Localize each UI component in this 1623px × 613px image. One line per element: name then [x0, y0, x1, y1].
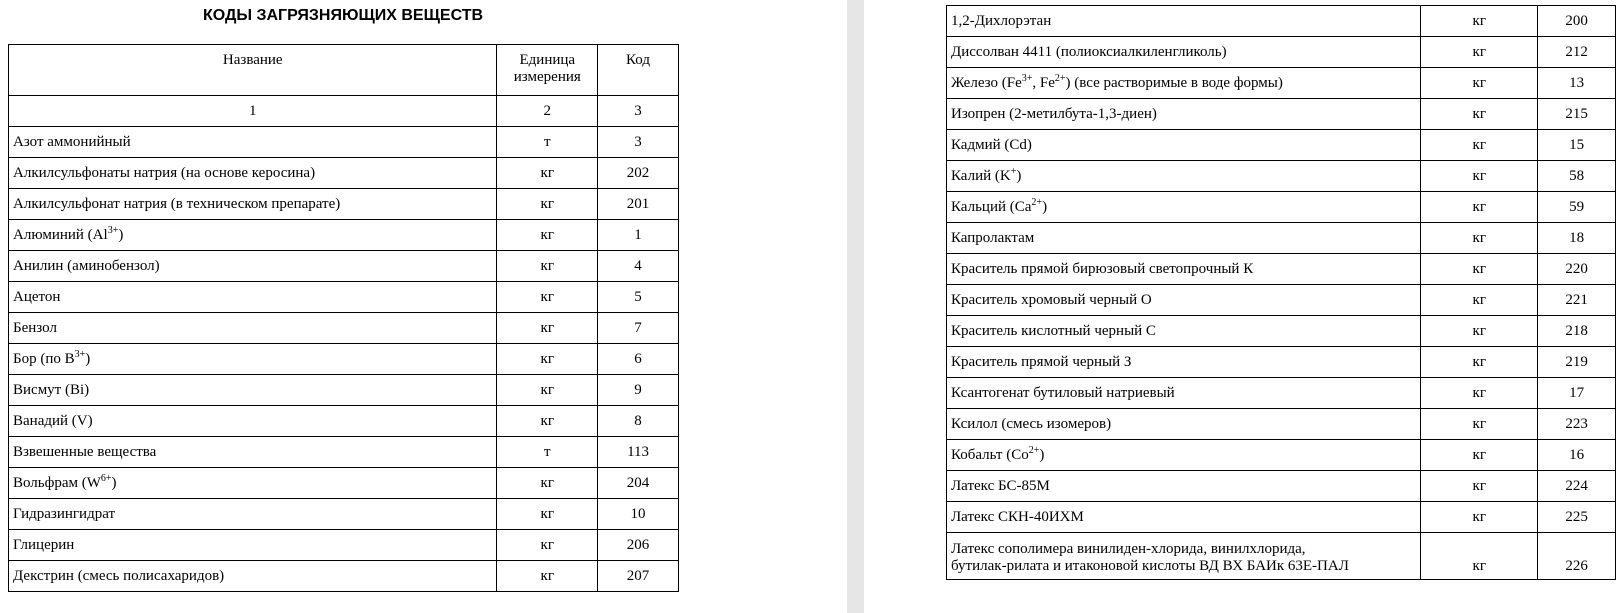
substance-name-text: Кальций (Ca [951, 198, 1032, 215]
substance-name-text: , Fe [1032, 74, 1055, 91]
table-row [9, 499, 679, 530]
substance-name-cell [9, 375, 497, 406]
substance-name-cell [947, 316, 1421, 347]
substance-name-text: Взвешенные вещества [13, 443, 157, 460]
unit-cell: кг [1421, 192, 1538, 223]
header-name: Название [9, 45, 497, 96]
substance-name-cell [947, 347, 1421, 378]
substance-name-cell [9, 158, 497, 189]
code-cell: 218 [1538, 316, 1616, 347]
table-row [9, 561, 679, 592]
substance-name-cell [947, 192, 1421, 223]
unit-cell: кг [497, 251, 598, 282]
substance-name-cell [947, 502, 1421, 533]
ion-charge-superscript: 3+ [1021, 72, 1033, 84]
unit-cell: кг [1421, 502, 1538, 533]
unit-cell: кг [1421, 68, 1538, 99]
table-row [947, 533, 1616, 580]
substance-name-cell [9, 437, 497, 468]
code-cell: 10 [598, 499, 679, 530]
unit-cell: т [497, 437, 598, 468]
unit-cell: кг [1421, 409, 1538, 440]
code-cell: 113 [598, 437, 679, 468]
table-row [9, 220, 679, 251]
substance-name-text: ) [1042, 198, 1048, 215]
table-row [9, 127, 679, 158]
table-row [9, 251, 679, 282]
substance-name-text: 1,2-Дихлорэтан [951, 12, 1052, 29]
table-row [947, 223, 1616, 254]
code-cell: 17 [1538, 378, 1616, 409]
substance-name-text: Диссолван 4411 (полиоксиалкиленгликоль) [951, 43, 1227, 60]
unit-cell: кг [1421, 471, 1538, 502]
unit-cell: кг [497, 561, 598, 592]
ion-charge-superscript: + [1010, 165, 1017, 177]
page-title: КОДЫ ЗАГРЯЗНЯЮЩИХ ВЕЩЕСТВ [202, 7, 484, 24]
table-row [947, 502, 1616, 533]
table-row [947, 161, 1616, 192]
code-cell: 215 [1538, 99, 1616, 130]
unit-cell: кг [497, 158, 598, 189]
substance-name-text: Изопрен (2-метилбута-1,3-диен) [951, 105, 1157, 122]
table-row [947, 285, 1616, 316]
unit-cell: кг [1421, 37, 1538, 68]
substance-name-cell [947, 6, 1421, 37]
substance-name-cell [9, 468, 497, 499]
unit-cell: кг [497, 189, 598, 220]
ion-charge-superscript: 2+ [1054, 72, 1066, 84]
substance-name-text: Бор (по B [13, 350, 75, 367]
substance-name-cell [9, 251, 497, 282]
code-cell: 207 [598, 561, 679, 592]
code-cell: 59 [1538, 192, 1616, 223]
substance-name-text: ) [1016, 167, 1022, 184]
unit-cell: т [497, 127, 598, 158]
code-cell: 204 [598, 468, 679, 499]
substance-name-text: Висмут (Bi) [13, 381, 90, 398]
table-row [947, 99, 1616, 130]
table-row [947, 37, 1616, 68]
table-row [9, 468, 679, 499]
unit-cell: кг [1421, 316, 1538, 347]
substance-name-cell [947, 130, 1421, 161]
substance-name-text: Краситель прямой бирюзовый светопрочный К [951, 260, 1254, 277]
code-cell: 4 [598, 251, 679, 282]
table-row [947, 6, 1616, 37]
table-row [947, 192, 1616, 223]
unit-cell: кг [1421, 223, 1538, 254]
substance-name-text: Краситель кислотный черный С [951, 322, 1156, 339]
column-number-name: 1 [9, 96, 497, 127]
substance-name-text: Латекс БС-85М [951, 477, 1050, 494]
unit-cell: кг [497, 406, 598, 437]
unit-cell: кг [1421, 347, 1538, 378]
substance-name-cell [9, 127, 497, 158]
table-row [947, 130, 1616, 161]
ion-charge-superscript: 6+ [100, 472, 112, 484]
column-number-row [9, 96, 679, 127]
substance-name-text: Алюминий (Al [13, 226, 108, 243]
substance-name-text: Капролактам [951, 229, 1035, 246]
unit-cell: кг [1421, 130, 1538, 161]
substance-name-text: Гидразингидрат [13, 505, 116, 522]
substance-name-text: Глицерин [13, 536, 75, 553]
table-row [9, 406, 679, 437]
header-row [9, 45, 679, 96]
code-cell: 1 [598, 220, 679, 251]
substance-name-cell [947, 37, 1421, 68]
column-number-unit: 2 [497, 96, 598, 127]
code-cell: 3 [598, 127, 679, 158]
substance-name-cell [947, 68, 1421, 99]
code-cell: 201 [598, 189, 679, 220]
code-cell: 225 [1538, 502, 1616, 533]
substance-name-text: Железо (Fe [951, 74, 1022, 91]
substance-name-line: бутилак-рилата и итаконовой кислоты ВД ВХ БАИк 63Е-ПАЛ [951, 558, 1349, 574]
unit-cell: кг [1421, 440, 1538, 471]
unit-cell: кг [497, 220, 598, 251]
code-cell: 221 [1538, 285, 1616, 316]
substance-name-text: Ванадий (V) [13, 412, 93, 429]
code-cell: 224 [1538, 471, 1616, 502]
code-cell: 206 [598, 530, 679, 561]
pollutant-codes-table-left [8, 44, 679, 592]
substance-name-text: Кобальт (Co [951, 446, 1029, 463]
unit-cell: кг [1421, 533, 1538, 580]
substance-name-cell [947, 378, 1421, 409]
substance-name-text: ) [1039, 446, 1045, 463]
unit-cell: кг [1421, 285, 1538, 316]
substance-name-text: ) [85, 350, 91, 367]
code-cell: 58 [1538, 161, 1616, 192]
substance-name-cell [9, 313, 497, 344]
code-cell: 8 [598, 406, 679, 437]
table-row [947, 68, 1616, 99]
table-row [9, 375, 679, 406]
substance-name-text: Кадмий (Cd) [951, 136, 1032, 153]
code-cell: 202 [598, 158, 679, 189]
substance-name-text: Декстрин (смесь полисахаридов) [13, 567, 225, 584]
code-cell: 16 [1538, 440, 1616, 471]
code-cell: 220 [1538, 254, 1616, 285]
pollutant-codes-table-right [946, 5, 1616, 580]
table-row [947, 440, 1616, 471]
unit-cell: кг [497, 344, 598, 375]
substance-name-text: Азот аммонийный [13, 133, 131, 150]
substance-name-text: Латекс СКН-40ИХМ [951, 508, 1084, 525]
code-cell: 212 [1538, 37, 1616, 68]
substance-name-text: Вольфрам (W [13, 474, 101, 491]
substance-name-cell [947, 533, 1421, 580]
table-row [947, 316, 1616, 347]
header-unit: Единица измерения [497, 45, 598, 96]
ion-charge-superscript: 3+ [107, 224, 119, 236]
code-cell: 13 [1538, 68, 1616, 99]
substance-name-line: Латекс сополимера винилиден-хлорида, винилхлорида, [951, 541, 1306, 557]
substance-name-text: Анилин (аминобензол) [13, 257, 160, 274]
unit-cell: кг [497, 468, 598, 499]
page-gutter [847, 0, 864, 613]
substance-name-cell [9, 344, 497, 375]
code-cell: 18 [1538, 223, 1616, 254]
table-row [947, 347, 1616, 378]
substance-name-text: Калий (K [951, 167, 1011, 184]
substance-name-cell [9, 282, 497, 313]
code-cell: 6 [598, 344, 679, 375]
code-cell: 226 [1538, 533, 1616, 580]
substance-name-cell [9, 561, 497, 592]
unit-cell: кг [1421, 99, 1538, 130]
table-row [9, 189, 679, 220]
code-cell: 223 [1538, 409, 1616, 440]
substance-name-cell [947, 161, 1421, 192]
ion-charge-superscript: 2+ [1031, 196, 1043, 208]
table-row [9, 530, 679, 561]
code-cell: 9 [598, 375, 679, 406]
substance-name-cell [947, 223, 1421, 254]
table-row [947, 409, 1616, 440]
substance-name-cell [947, 254, 1421, 285]
ion-charge-superscript: 2+ [1028, 444, 1040, 456]
unit-cell: кг [1421, 161, 1538, 192]
substance-name-cell [9, 189, 497, 220]
substance-name-cell [947, 99, 1421, 130]
code-cell: 7 [598, 313, 679, 344]
table-row [9, 437, 679, 468]
code-cell: 5 [598, 282, 679, 313]
substance-name-cell [947, 471, 1421, 502]
table-row [947, 471, 1616, 502]
substance-name-text: Ацетон [13, 288, 61, 305]
unit-cell: кг [497, 282, 598, 313]
substance-name-cell [947, 409, 1421, 440]
code-cell: 219 [1538, 347, 1616, 378]
substance-name-text: Бензол [13, 319, 57, 336]
substance-name-text: Алкилсульфонат натрия (в техническом препарате) [13, 195, 341, 212]
unit-cell: кг [497, 313, 598, 344]
unit-cell: кг [497, 375, 598, 406]
unit-cell: кг [1421, 6, 1538, 37]
column-number-code: 3 [598, 96, 679, 127]
substance-name-cell [9, 530, 497, 561]
table-row [9, 313, 679, 344]
substance-name-cell [947, 285, 1421, 316]
code-cell: 15 [1538, 130, 1616, 161]
substance-name-text: ) [118, 226, 124, 243]
unit-cell: кг [497, 530, 598, 561]
substance-name-text: Краситель прямой черный З [951, 353, 1132, 370]
code-cell: 200 [1538, 6, 1616, 37]
substance-name-cell [9, 406, 497, 437]
unit-cell: кг [497, 499, 598, 530]
table-row [9, 158, 679, 189]
unit-cell: кг [1421, 254, 1538, 285]
substance-name-text: ) (все растворимые в воде формы) [1065, 74, 1283, 91]
table-row [9, 282, 679, 313]
table-row [9, 344, 679, 375]
substance-name-cell [947, 440, 1421, 471]
header-code: Код [598, 45, 679, 96]
substance-name-cell [9, 220, 497, 251]
substance-name-text: Краситель хромовый черный О [951, 291, 1152, 308]
substance-name-text: ) [111, 474, 117, 491]
table-row [947, 254, 1616, 285]
substance-name-text: Ксилол (смесь изомеров) [951, 415, 1112, 432]
table-row [947, 378, 1616, 409]
unit-cell: кг [1421, 378, 1538, 409]
ion-charge-superscript: 3+ [74, 348, 86, 360]
substance-name-cell [9, 499, 497, 530]
substance-name-text: Ксантогенат бутиловый натриевый [951, 384, 1175, 401]
substance-name-text: Алкилсульфонаты натрия (на основе керосина) [13, 164, 316, 181]
